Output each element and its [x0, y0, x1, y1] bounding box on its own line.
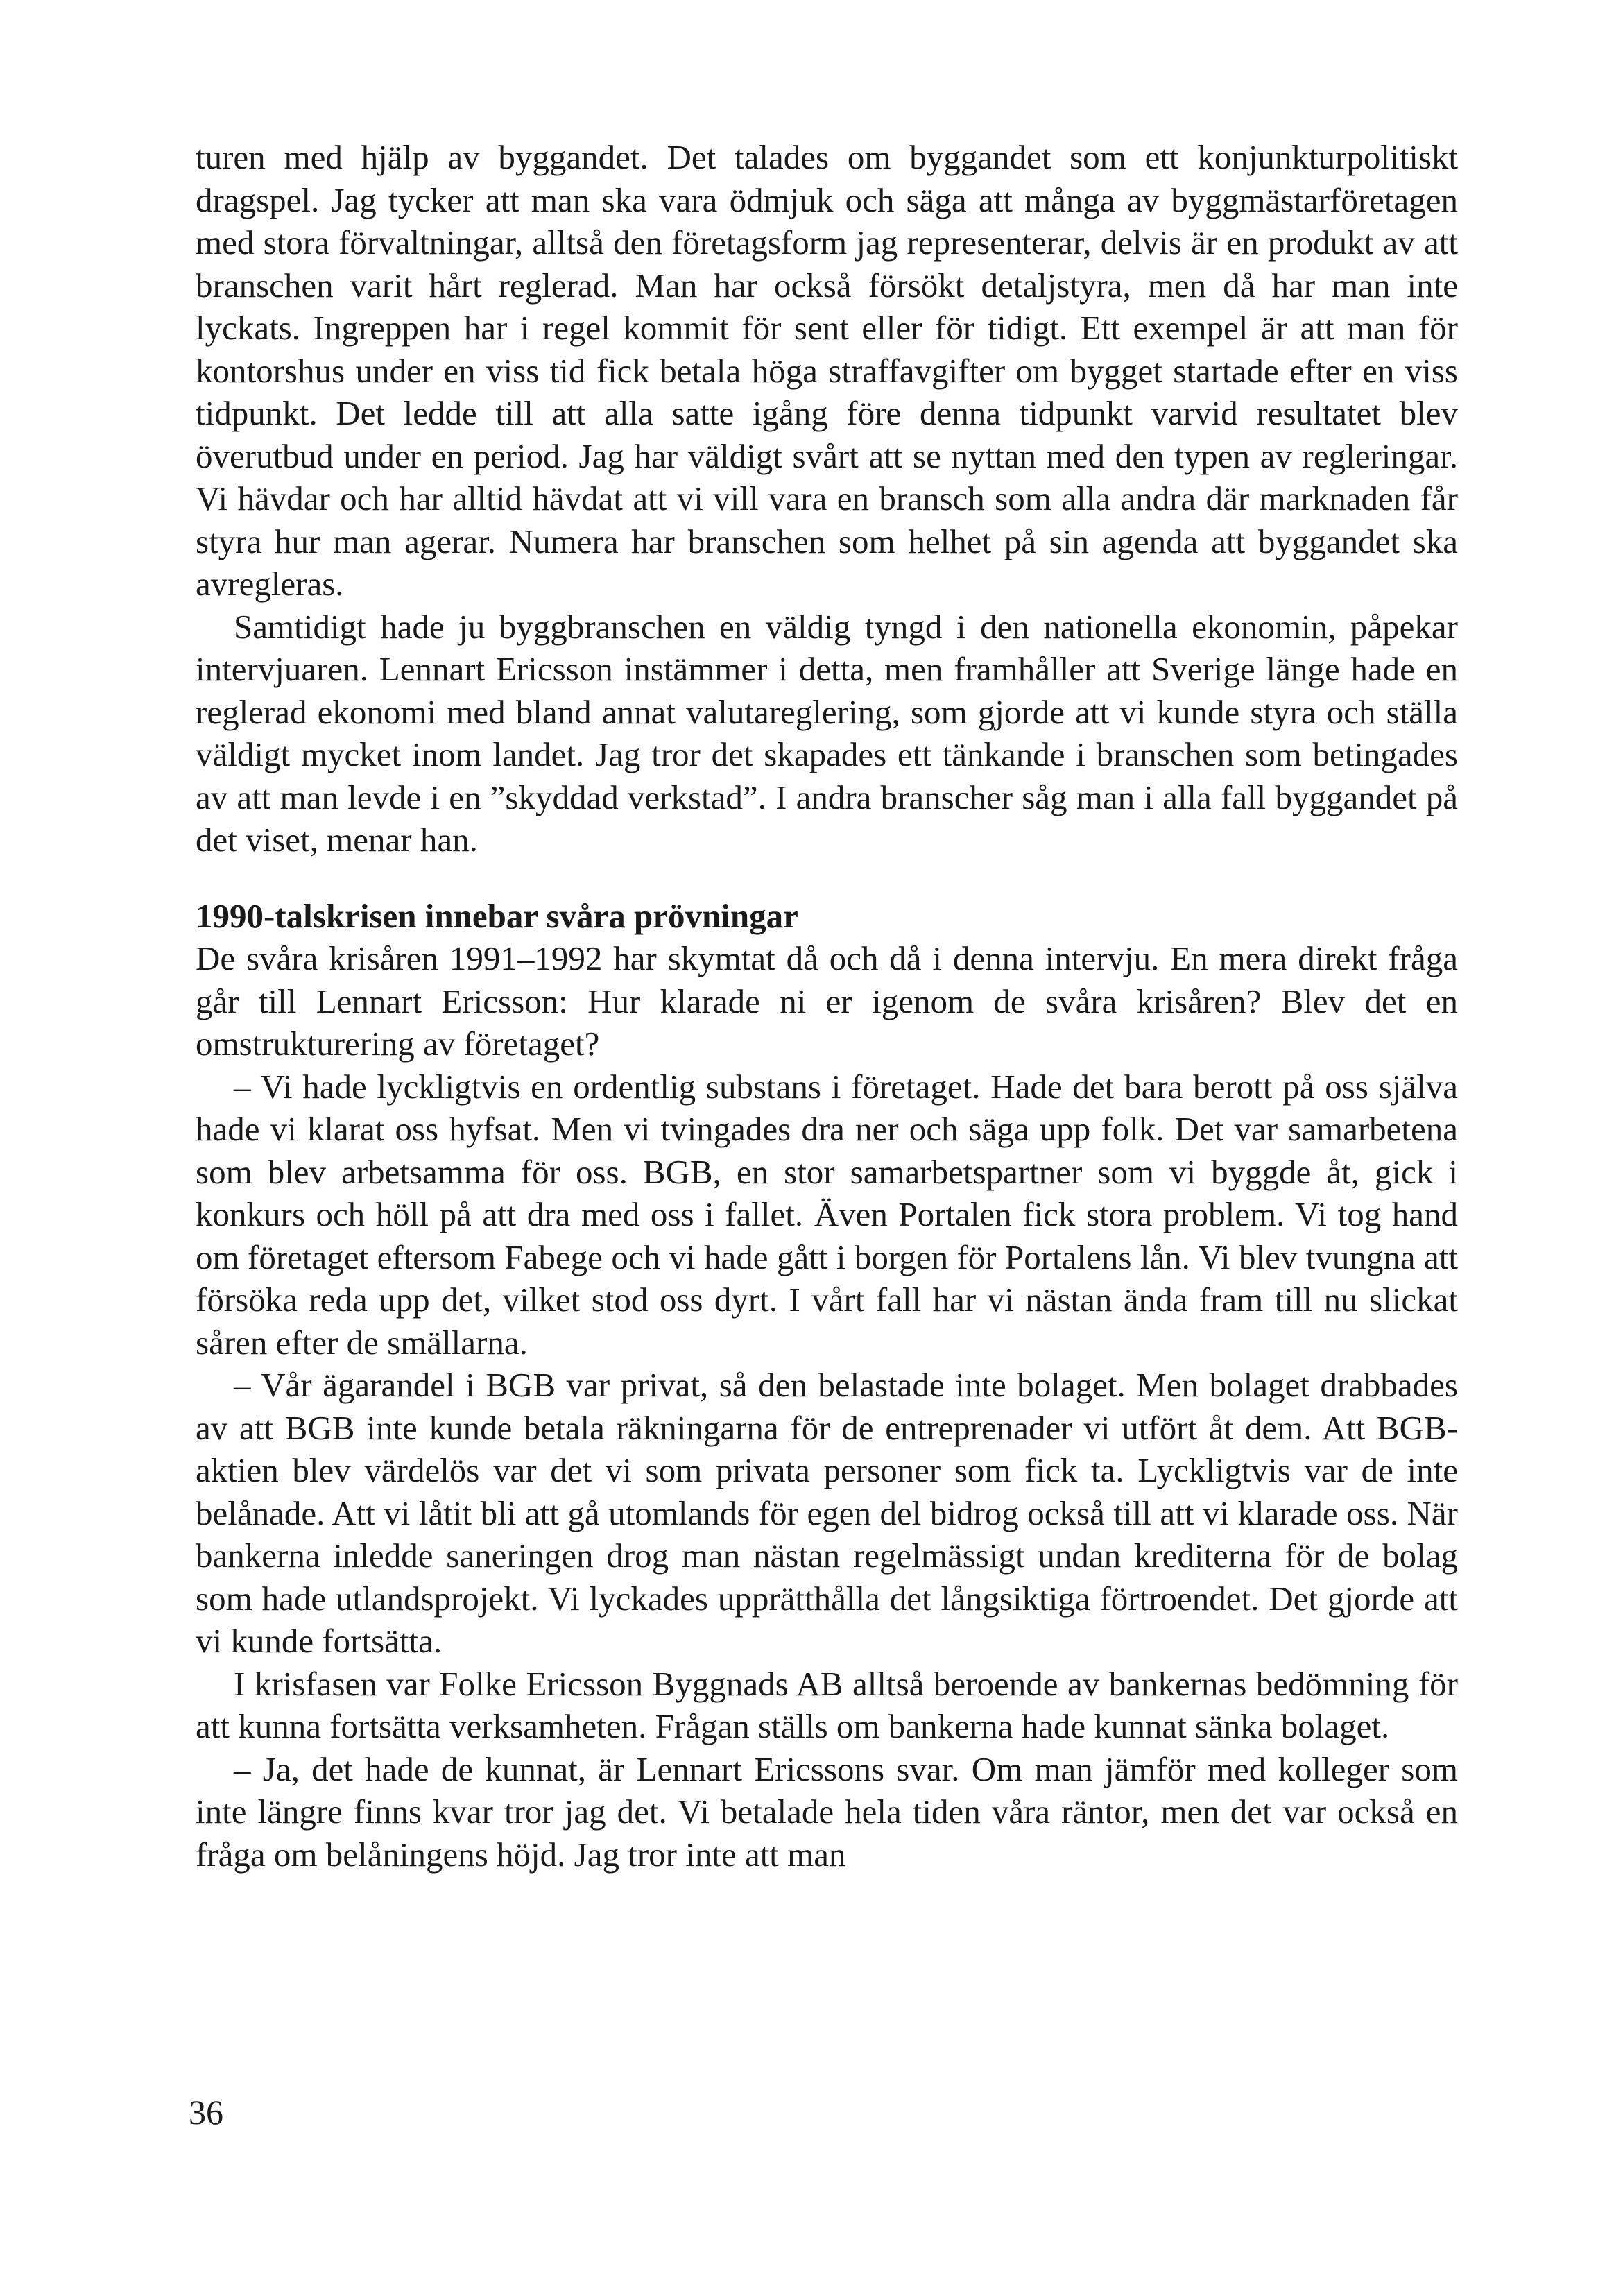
paragraph-2: Samtidigt hade ju byggbranschen en väldig tyngd i den nationella ekonomin, påpekar intervjuaren. Lennart Ericsson instämmer i detta, men framhåller att Sverige länge hade en reglerad ekonomi med bland annat valutareglering, som gjorde att vi kunde styra och ställa väldigt mycket inom landet. Jag tror det skapades ett tänkande i branschen som betingades av att man levde i en ”skyddad verkstad”. I andra branscher såg man i alla fall byggandet på det viset, menar han.	[196, 607, 1458, 859]
paragraph-3: De svåra krisåren 1991–1992 har skymtat då och då i denna intervju. En mera direkt fråga går till Lennart Ericsson: Hur klarade ni er igenom de svåra krisåren? Blev det en omstrukturering av företaget?	[196, 939, 1458, 1063]
paragraph-5: – Vår ägarandel i BGB var privat, så den belastade inte bolaget. Men bolaget drabbades av att BGB inte kunde betala räkningarna för de entreprenader vi utfört åt dem. Att BGB-aktien blev värdelös var det vi som privata personer som fick ta. Lyckligtvis var de inte belånade. Att vi låtit bli att gå utomlands för egen del bidrog också till att vi klarade oss. När bankerna inledde saneringen drog man nästan regelmässigt undan krediterna för de bolag som hade utlandsprojekt. Vi lyckades upprätthålla det långsiktiga förtroendet. Det gjorde att vi kunde fortsätta.	[196, 1366, 1458, 1660]
paragraph-6: I krisfasen var Folke Ericsson Byggnads AB alltså beroende av bankernas bedömning för att kunna fortsätta verksamheten. Frågan ställs om bankerna hade kunnat sänka bolaget.	[196, 1664, 1458, 1745]
paragraph-7: – Ja, det hade de kunnat, är Lennart Ericssons svar. Om man jämför med kolleger som inte längre finns kvar tror jag det. Vi betalade hela tiden våra räntor, men det var också en fråga om belåningens höjd. Jag tror inte att man	[196, 1749, 1458, 1874]
paragraph-1: turen med hjälp av byggandet. Det talades om byggandet som ett konjunkturpolitiskt dragspel. Jag tycker att man ska vara ödmjuk och säga att många av byggmästarföretagen med stora förvaltningar, alltså den företagsform jag representerar, delvis är en produkt av att branschen varit hårt reglerad. Man har också försökt detaljstyra, men då har man inte lyckats. Ingreppen har i regel kommit för sent eller för tidigt. Ett exempel är att man för kontorshus under en viss tid fick betala höga straffavgifter om bygget startade efter en viss tidpunkt. Det ledde till att alla satte igång före denna tidpunkt varvid resultatet blev överutbud under en period. Jag har väldigt svårt att se nyttan med den typen av regleringar. Vi hävdar och har alltid hävdat att vi vill vara en bransch som alla andra där marknaden får styra hur man agerar. Numera har branschen som helhet på sin agenda att byggandet ska avregleras.	[196, 138, 1458, 603]
page-number: 36	[189, 2093, 223, 2132]
paragraph-4: – Vi hade lyckligtvis en ordentlig substans i företaget. Hade det bara berott på oss själva hade vi klarat oss hyfsat. Men vi tvingades dra ner och säga upp folk. Det var samarbetena som blev arbetsamma för oss. BGB, en stor samarbetspartner som vi byggde åt, gick i konkurs och höll på att dra med oss i fallet. Även Portalen fick stora problem. Vi tog hand om företaget eftersom Fabege och vi hade gått i borgen för Portalens lån. Vi blev tvungna att försöka reda upp det, vilket stod oss dyrt. I vårt fall har vi nästan ända fram till nu slickat såren efter de smällarna.	[196, 1067, 1458, 1362]
section-heading: 1990-talskrisen innebar svåra prövningar	[196, 896, 798, 935]
page-body	[196, 136, 1458, 1876]
